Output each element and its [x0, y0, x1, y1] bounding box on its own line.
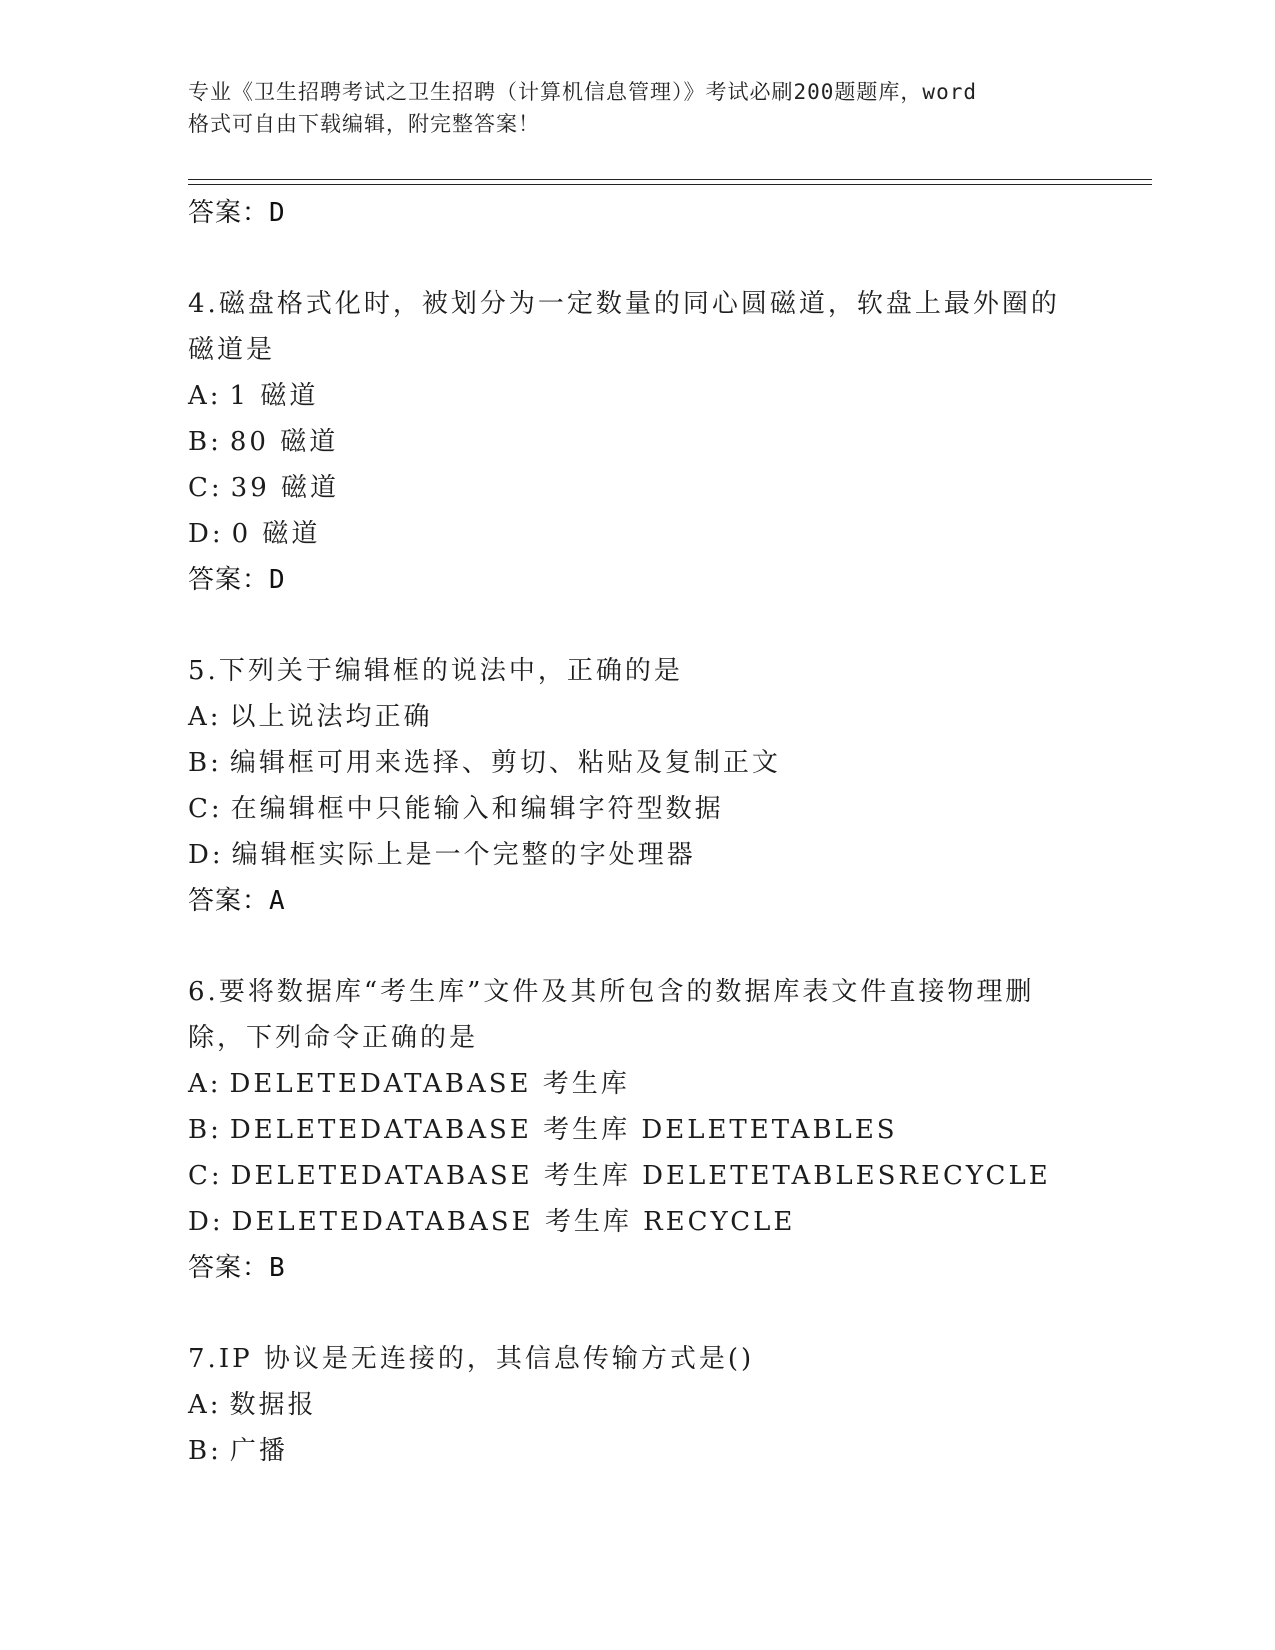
option-c [188, 1153, 1088, 1199]
question-text-line-1: 要将数据库“考生库”文件及其所包含的数据库表文件直接物理删 [218, 977, 1035, 1007]
option-a [188, 694, 1088, 740]
option-text: 80 磁道 [229, 427, 339, 457]
option-letter: A: [188, 381, 222, 411]
option-letter: B: [188, 427, 222, 457]
option-d [188, 832, 1088, 878]
option-b [188, 1428, 1088, 1474]
option-text: 在编辑框中只能输入和编辑字符型数据 [230, 794, 724, 824]
answer-value: D [269, 565, 286, 595]
question-list [188, 190, 1088, 1474]
option-text: DELETEDATABASE 考生库 RECYCLE [231, 1207, 796, 1237]
question-7 [188, 1336, 1088, 1474]
option-b [188, 1107, 1088, 1153]
option-letter: D: [188, 1207, 224, 1237]
question-5 [188, 648, 1088, 924]
option-text: 以上说法均正确 [229, 702, 433, 732]
option-c [188, 465, 1088, 511]
answer-label: 答案： [188, 1253, 270, 1283]
header-line-1: 专业《卫生招聘考试之卫生招聘（计算机信息管理）》考试必刷200题题库，word [188, 80, 977, 104]
answer-line-q3 [188, 190, 1088, 236]
option-letter: D: [188, 840, 224, 870]
header-divider-top [188, 179, 1152, 180]
option-letter: A: [188, 1390, 222, 1420]
question-text-line-2: 除，下列命令正确的是 [188, 1023, 479, 1053]
question-stem [188, 1336, 1088, 1382]
option-text: 广播 [229, 1436, 288, 1466]
question-stem [188, 281, 1088, 327]
question-text-line-2: 磁道是 [188, 335, 276, 365]
question-number: 7. [188, 1344, 219, 1374]
answer-line [188, 878, 1088, 924]
question-number: 4. [188, 289, 219, 319]
answer-value: A [269, 886, 286, 916]
option-b [188, 740, 1088, 786]
answer-label: 答案： [188, 565, 270, 595]
option-b [188, 419, 1088, 465]
option-letter: B: [188, 1115, 222, 1145]
answer-line [188, 557, 1088, 603]
question-6 [188, 969, 1088, 1291]
option-letter: C: [188, 1161, 223, 1191]
option-d [188, 511, 1088, 557]
option-text: 编辑框实际上是一个完整的字处理器 [231, 840, 696, 870]
option-letter: A: [188, 1069, 222, 1099]
question-stem [188, 648, 1088, 694]
question-text-line-1: IP 协议是无连接的，其信息传输方式是() [218, 1344, 755, 1374]
option-letter: B: [188, 748, 222, 778]
answer-line [188, 1245, 1088, 1291]
header-line-2: 格式可自由下载编辑，附完整答案！ [188, 112, 540, 136]
option-a [188, 373, 1088, 419]
header-divider-bottom [188, 184, 1152, 185]
answer-value: D [269, 198, 286, 228]
option-d [188, 1199, 1088, 1245]
answer-label: 答案： [188, 886, 270, 916]
answer-label: 答案： [188, 198, 270, 228]
option-letter: D: [188, 519, 224, 549]
option-text: 编辑框可用来选择、剪切、粘贴及复制正文 [229, 748, 781, 778]
option-text: DELETEDATABASE 考生库 DELETETABLESRECYCLE [230, 1161, 1051, 1191]
option-text: 0 磁道 [231, 519, 321, 549]
option-text: DELETEDATABASE 考生库 [229, 1069, 630, 1099]
option-letter: C: [188, 473, 223, 503]
question-text-line-1: 下列关于编辑框的说法中，正确的是 [218, 656, 683, 686]
question-stem [188, 969, 1088, 1015]
option-text: DELETEDATABASE 考生库 DELETETABLES [229, 1115, 898, 1145]
option-c [188, 786, 1088, 832]
option-a [188, 1382, 1088, 1428]
question-number: 6. [188, 977, 219, 1007]
question-4 [188, 281, 1088, 603]
question-number: 5. [188, 656, 219, 686]
option-text: 1 磁道 [229, 381, 319, 411]
option-letter: C: [188, 794, 223, 824]
option-letter: A: [188, 702, 222, 732]
option-text: 39 磁道 [230, 473, 340, 503]
option-a [188, 1061, 1088, 1107]
answer-value: B [269, 1253, 286, 1283]
option-letter: B: [188, 1436, 222, 1466]
document-header [188, 76, 1088, 140]
option-text: 数据报 [229, 1390, 317, 1420]
question-text-line-1: 磁盘格式化时，被划分为一定数量的同心圆磁道，软盘上最外圈的 [218, 289, 1060, 319]
